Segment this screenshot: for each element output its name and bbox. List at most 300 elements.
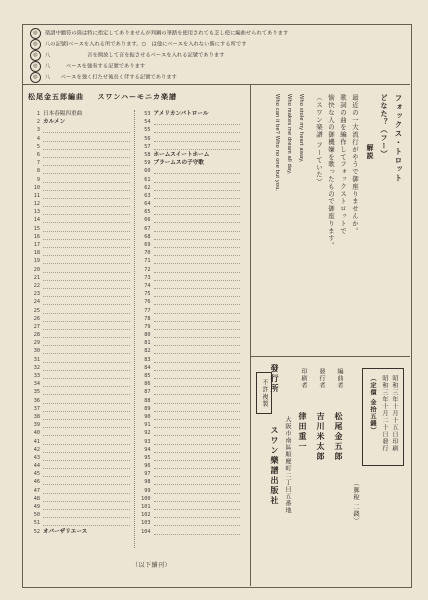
catalog-entry — [139, 135, 241, 143]
catalog-title — [28, 92, 244, 104]
catalog-entry — [139, 143, 241, 151]
catalog-entry-title — [43, 177, 130, 183]
catalog-entry-number: 71 — [144, 258, 151, 265]
catalog-entry-number: 20 — [33, 266, 40, 273]
catalog-entry-title — [43, 168, 130, 174]
catalog-entry-title — [43, 217, 130, 223]
catalog-entry-title — [43, 512, 130, 518]
catalog-entry-title — [43, 398, 130, 404]
catalog-entry — [28, 282, 130, 290]
catalog-entry — [139, 413, 241, 421]
catalog-entry — [139, 446, 241, 454]
legend-row — [30, 28, 288, 38]
catalog-entry-number: 33 — [33, 373, 40, 379]
catalog-entry-number: 79 — [144, 323, 151, 330]
catalog-entry — [139, 216, 241, 224]
colophon — [250, 356, 410, 586]
catalog-entry-number: 93 — [144, 438, 151, 445]
catalog-entry — [28, 241, 130, 249]
catalog-entry — [28, 208, 130, 216]
catalog-entry-number: 40 — [33, 430, 40, 437]
catalog-entry-number: 88 — [144, 397, 151, 404]
catalog-entry-title — [43, 144, 130, 150]
catalog-entry-title — [154, 479, 241, 485]
catalog-entry-number: 98 — [144, 479, 151, 486]
commentary-subheading: どなた？（フー） — [380, 94, 389, 158]
catalog-entry-title — [154, 127, 241, 133]
catalog-entry — [139, 241, 241, 249]
price: （定價 金拾五錢） — [369, 375, 376, 434]
catalog-entry — [28, 331, 130, 339]
commentary-line: （スワン楽譜 フーていた） — [315, 94, 323, 186]
catalog-entry-title — [43, 324, 130, 330]
catalog-entry-title: カルメン — [43, 119, 66, 126]
catalog-entry — [139, 339, 241, 347]
catalog-entry-number: 23 — [33, 291, 40, 298]
catalog-entry — [139, 266, 241, 274]
catalog-entry — [139, 184, 241, 192]
catalog-entry-number: 61 — [144, 176, 151, 183]
catalog-entry-title — [43, 226, 130, 232]
catalog-entry-title — [154, 340, 241, 346]
catalog-entry-title — [154, 250, 241, 256]
catalog-entry-title — [43, 193, 130, 199]
catalog-entry-number: 25 — [33, 307, 40, 314]
catalog-entry — [139, 118, 241, 126]
catalog-entry — [28, 200, 130, 208]
catalog-entry-number: 52 — [33, 528, 40, 535]
catalog-entry-title — [154, 283, 241, 289]
catalog-entry-number: 76 — [144, 299, 151, 306]
catalog-entry — [28, 347, 130, 355]
publisher-label: 發行所 — [270, 364, 280, 394]
commentary-line: 歌詞の曲を編作してフォックストロットで — [339, 94, 347, 235]
catalog-entry-title — [154, 504, 241, 510]
catalog-entry — [139, 372, 241, 380]
catalog-entry-number: 57 — [144, 143, 151, 150]
catalog-entry — [28, 176, 130, 184]
catalog-entry — [139, 397, 241, 405]
catalog-entry-title: ホームスイートホーム — [153, 151, 210, 158]
catalog-entry-number: 103 — [141, 520, 151, 527]
catalog-entry-title — [43, 308, 130, 314]
catalog-entry-number: 18 — [33, 250, 40, 257]
catalog-entry-title — [154, 324, 241, 330]
catalog-entry-title — [43, 422, 130, 428]
catalog-entry-number: 35 — [33, 389, 40, 396]
catalog-entry-number: 78 — [144, 315, 151, 322]
legend-mark: ◎ — [30, 39, 41, 50]
catalog-entry-title — [154, 373, 241, 379]
catalog-entry-number: 44 — [33, 463, 40, 470]
catalog-entry-number: 19 — [33, 258, 40, 265]
catalog-entry — [28, 151, 130, 159]
catalog-entry-title — [154, 389, 241, 395]
catalog-entry — [28, 225, 130, 233]
catalog-entry-number: 39 — [33, 422, 40, 429]
catalog-entry — [28, 143, 130, 151]
catalog-entry-title — [154, 406, 241, 412]
catalog-entry-title — [154, 348, 241, 354]
catalog-entry-title — [43, 242, 130, 248]
catalog-entry-number: 63 — [144, 192, 151, 199]
legend-mark: ◎ — [30, 72, 41, 83]
catalog-entry — [28, 167, 130, 175]
catalog-entry — [28, 364, 130, 372]
catalog-entry-number: 48 — [33, 495, 40, 502]
catalog-entry — [139, 429, 241, 437]
catalog-series-title: スワンハーモニカ楽譜 — [97, 92, 177, 101]
catalog-entry — [28, 290, 130, 298]
catalog-entry-number: 66 — [144, 217, 151, 224]
legend-row — [30, 50, 225, 60]
catalog-entry-title — [43, 447, 130, 453]
catalog-entry-number: 43 — [33, 454, 40, 461]
catalog-entry-number: 16 — [33, 233, 40, 240]
catalog-entry — [28, 487, 130, 495]
catalog-entry-number: 94 — [144, 446, 151, 453]
catalog-entry-number: 58 — [144, 151, 151, 158]
catalog-entry-number: 47 — [33, 487, 40, 494]
catalog-entry — [139, 470, 241, 478]
catalog-entry-number: 12 — [33, 201, 40, 208]
catalog-entry — [28, 118, 130, 126]
catalog-entry-number: 84 — [144, 364, 151, 371]
catalog-entry — [28, 249, 130, 257]
catalog-entry-title — [154, 193, 241, 199]
catalog-entry — [28, 429, 130, 437]
catalog-entry-number: 10 — [33, 184, 40, 191]
catalog-entry-number: 42 — [33, 446, 40, 453]
catalog-entry-title — [43, 275, 130, 281]
catalog-entry-title — [154, 520, 241, 526]
catalog-entry-title — [43, 316, 130, 322]
catalog-entry-number: 73 — [144, 274, 151, 281]
catalog-entry — [139, 200, 241, 208]
catalog-entry-title — [43, 258, 130, 264]
catalog-entry-title — [154, 201, 241, 207]
catalog-entry-number: 49 — [33, 504, 40, 510]
legend-box — [22, 24, 410, 85]
catalog-entry — [139, 249, 241, 257]
catalog-entry-title — [154, 422, 241, 428]
catalog-entry — [139, 454, 241, 462]
catalog-entry-title — [154, 217, 241, 223]
catalog-entry-title — [43, 234, 130, 240]
credit-label: 發行者 — [318, 368, 325, 389]
catalog-entry-title — [43, 439, 130, 445]
catalog-entry-title — [43, 291, 130, 297]
catalog-entry — [28, 454, 130, 462]
catalog-entry-title — [154, 463, 241, 469]
catalog-entry-title — [43, 373, 130, 379]
catalog-editor: 松尾金五郎編曲 — [28, 92, 84, 101]
catalog-entry-number: 90 — [144, 413, 151, 420]
catalog-entry — [28, 372, 130, 380]
catalog-entry — [139, 225, 241, 233]
catalog-entry — [28, 110, 130, 118]
catalog-entry — [139, 110, 241, 118]
catalog-entry-title — [154, 299, 241, 305]
catalog-footer: （以下續刊） — [132, 562, 172, 569]
catalog-entry-title — [154, 430, 241, 436]
catalog-entry — [139, 315, 241, 323]
catalog-entry-number: 62 — [144, 184, 151, 191]
catalog-entry — [139, 405, 241, 413]
catalog-entry-number: 21 — [33, 274, 40, 281]
catalog-entry-title — [43, 504, 130, 510]
catalog-entry — [139, 290, 241, 298]
catalog-entry-title — [154, 447, 241, 453]
credit-value: 律田重一 — [298, 412, 308, 452]
catalog-entry-number: 29 — [33, 340, 40, 347]
catalog-entry-number: 102 — [141, 512, 151, 519]
catalog-column — [28, 110, 134, 548]
catalog-columns — [28, 110, 244, 548]
catalog-entry-title — [43, 127, 130, 133]
catalog-entry-number: 65 — [144, 209, 151, 216]
catalog-entry — [139, 167, 241, 175]
catalog-entry — [139, 274, 241, 282]
catalog-entry-number: 26 — [33, 315, 40, 322]
catalog-entry-title — [154, 357, 241, 363]
catalog-entry-number: 51 — [33, 520, 40, 527]
catalog-entry-title — [43, 471, 130, 477]
catalog-entry — [28, 126, 130, 134]
catalog-entry-number: 7 — [36, 160, 40, 167]
catalog-entry-number: 100 — [141, 495, 151, 502]
catalog-entry-title — [43, 340, 130, 346]
catalog-entry-number: 27 — [33, 323, 40, 330]
catalog-entry-number: 3 — [36, 127, 40, 134]
publisher-name: スワン樂譜出版社 — [270, 426, 280, 506]
catalog-entry — [28, 446, 130, 454]
catalog-entry-title — [43, 136, 130, 142]
catalog-entry — [28, 519, 130, 527]
catalog-entry-title — [43, 357, 130, 363]
catalog-entry-title — [43, 496, 130, 502]
catalog-entry-number: 24 — [33, 299, 40, 306]
catalog-entry-number: 85 — [144, 373, 151, 379]
catalog-entry — [139, 233, 241, 241]
publisher-address: 大阪市南區順慶町二丁目五番地 — [284, 416, 291, 514]
catalog-entry-number: 89 — [144, 405, 151, 412]
catalog-entry — [28, 495, 130, 503]
catalog-entry-title — [154, 512, 241, 518]
catalog-entry-number: 32 — [33, 364, 40, 371]
catalog-entry-number: 75 — [144, 291, 151, 298]
catalog-entry-title — [43, 488, 130, 494]
credit-label: 印刷者 — [300, 368, 307, 389]
catalog-entry — [139, 192, 241, 200]
catalog-entry-number: 101 — [141, 504, 151, 510]
catalog-entry-number: 30 — [33, 348, 40, 355]
catalog-entry-number: 97 — [144, 471, 151, 478]
catalog-entry-title — [154, 258, 241, 264]
catalog-entry-title — [154, 242, 241, 248]
catalog-entry-title — [43, 201, 130, 207]
catalog-entry — [139, 421, 241, 429]
catalog-entry-number: 82 — [144, 348, 151, 355]
lyric-line: Who makes me dream all day, — [286, 94, 292, 175]
catalog-entry-number: 22 — [33, 282, 40, 289]
catalog-entry-title — [43, 152, 130, 158]
catalog-entry-title — [154, 455, 241, 461]
catalog-entry — [28, 380, 130, 388]
catalog-entry — [139, 126, 241, 134]
catalog-entry-number: 87 — [144, 389, 151, 396]
commentary-line: 愉快な人の御機嫌を歌ったもので御座ります。 — [327, 94, 335, 250]
catalog-entry — [139, 307, 241, 315]
catalog-entry — [28, 356, 130, 364]
catalog-entry-title — [154, 119, 241, 125]
catalog-entry — [28, 298, 130, 306]
catalog-entry-title — [154, 488, 241, 494]
catalog-entry — [28, 511, 130, 519]
catalog-entry — [28, 159, 130, 167]
legend-text: 八 ベースを強奏する記號であります — [45, 63, 146, 70]
catalog-entry-number: 2 — [36, 119, 40, 126]
commentary-label: 解説 — [366, 144, 375, 160]
catalog-entry — [139, 356, 241, 364]
catalog-entry — [28, 397, 130, 405]
catalog-entry — [28, 339, 130, 347]
catalog-entry — [28, 274, 130, 282]
catalog-entry — [139, 519, 241, 527]
legend-mark: ◎ — [30, 28, 41, 39]
legend-mark: ◎ — [30, 50, 41, 61]
catalog-entry — [28, 478, 130, 486]
catalog-entry-title — [43, 520, 130, 526]
catalog-entry-title — [154, 226, 241, 232]
catalog-entry-number: 54 — [144, 119, 151, 126]
catalog-entry-title — [43, 250, 130, 256]
catalog-entry-title — [43, 267, 130, 273]
catalog-entry-number: 60 — [144, 168, 151, 175]
catalog-entry-number: 31 — [33, 356, 40, 363]
catalog-entry-number: 13 — [33, 209, 40, 216]
catalog-entry-title — [43, 185, 130, 191]
credit-label: 編曲者 — [336, 368, 343, 389]
catalog-entry-number: 99 — [144, 487, 151, 494]
catalog-entry-number: 1 — [36, 111, 40, 117]
legend-text: 八の記號Ⅰベースを入れる所であります。○ は他にベースを入れない勝にする所です — [45, 41, 247, 48]
catalog-entry-title — [154, 529, 241, 535]
catalog-entry-number: 81 — [144, 340, 151, 347]
legend-row — [30, 61, 145, 71]
catalog-entry — [28, 307, 130, 315]
catalog-entry-number: 83 — [144, 356, 151, 363]
catalog-entry — [28, 388, 130, 396]
catalog-entry — [28, 421, 130, 429]
legend-text: 楽譜中鰡符の箇は特に指定してありませんが判鋼の筆踏を使用されても芝し使に編曲せられてあります — [45, 30, 289, 37]
catalog-entry-title: ブラームスの子守歌 — [153, 160, 204, 167]
catalog-entry-number: 34 — [33, 381, 40, 388]
catalog-entry-number: 68 — [144, 233, 151, 240]
foxtrot-commentary — [250, 84, 410, 357]
catalog-entry-number: 50 — [33, 512, 40, 519]
catalog-entry-number: 53 — [144, 111, 151, 117]
credit-value: 吉川米太郎 — [316, 412, 326, 462]
catalog-entry-title — [154, 496, 241, 502]
catalog-entry — [28, 462, 130, 470]
catalog-entry — [139, 176, 241, 184]
catalog-entry — [139, 462, 241, 470]
catalog-entry-number: 55 — [144, 127, 151, 134]
catalog-entry — [139, 257, 241, 265]
catalog-entry-title — [43, 414, 130, 420]
catalog-entry-number: 38 — [33, 413, 40, 420]
catalog-entry — [139, 208, 241, 216]
catalog-entry-title — [154, 168, 241, 174]
catalog-entry-title — [154, 316, 241, 322]
catalog-entry — [28, 266, 130, 274]
catalog-entry-number: 4 — [36, 135, 40, 142]
catalog-entry-number: 104 — [141, 528, 151, 535]
lyric-line: Who can it be? Who no one but you. — [274, 94, 280, 192]
catalog-entry — [139, 438, 241, 446]
catalog-entry-title: アメリカンパトロール — [153, 111, 209, 117]
score-catalog — [22, 84, 251, 586]
catalog-entry — [139, 487, 241, 495]
catalog-entry-title: 日本春陽四重曲 — [43, 111, 83, 117]
catalog-entry — [139, 478, 241, 486]
catalog-entry-number: 9 — [36, 176, 40, 183]
catalog-entry-number: 91 — [144, 422, 151, 429]
catalog-entry — [28, 135, 130, 143]
catalog-entry-title — [43, 463, 130, 469]
catalog-entry — [139, 347, 241, 355]
catalog-entry-number: 14 — [33, 217, 40, 224]
catalog-entry — [139, 528, 241, 536]
catalog-entry-title — [154, 267, 241, 273]
catalog-entry — [28, 470, 130, 478]
catalog-entry-number: 6 — [36, 151, 40, 158]
catalog-entry-number: 41 — [33, 438, 40, 445]
catalog-entry-number: 46 — [33, 479, 40, 486]
catalog-entry-title — [154, 381, 241, 387]
catalog-entry-title — [154, 209, 241, 215]
catalog-entry — [28, 315, 130, 323]
catalog-entry-number: 17 — [33, 242, 40, 248]
legend-text: 八 音を開放して音を振させるベースを入れる記號であります — [45, 52, 225, 59]
no-reproduction-stamp: 不許複製 — [256, 372, 272, 414]
catalog-entry-number: 77 — [144, 307, 151, 314]
catalog-entry-title — [154, 332, 241, 338]
catalog-entry-title — [43, 406, 130, 412]
lyric-line: Who stole my heart away, — [298, 94, 304, 163]
catalog-entry-number: 67 — [144, 225, 151, 232]
catalog-entry-number: 64 — [144, 201, 151, 208]
catalog-entry — [28, 503, 130, 511]
price-box — [362, 368, 404, 466]
catalog-entry — [139, 323, 241, 331]
catalog-entry — [28, 413, 130, 421]
catalog-entry — [28, 192, 130, 200]
catalog-entry — [139, 159, 241, 167]
catalog-entry — [28, 233, 130, 241]
catalog-entry-number: 70 — [144, 250, 151, 257]
catalog-entry — [139, 380, 241, 388]
catalog-entry-number: 95 — [144, 454, 151, 461]
catalog-entry — [28, 438, 130, 446]
catalog-entry-number: 74 — [144, 282, 151, 289]
catalog-entry — [139, 282, 241, 290]
catalog-entry — [139, 503, 241, 511]
catalog-entry-number: 69 — [144, 242, 151, 248]
commentary-line: 最近の一大流行がやうで御座りませんか。 — [351, 94, 359, 235]
catalog-entry-number: 11 — [33, 192, 40, 199]
